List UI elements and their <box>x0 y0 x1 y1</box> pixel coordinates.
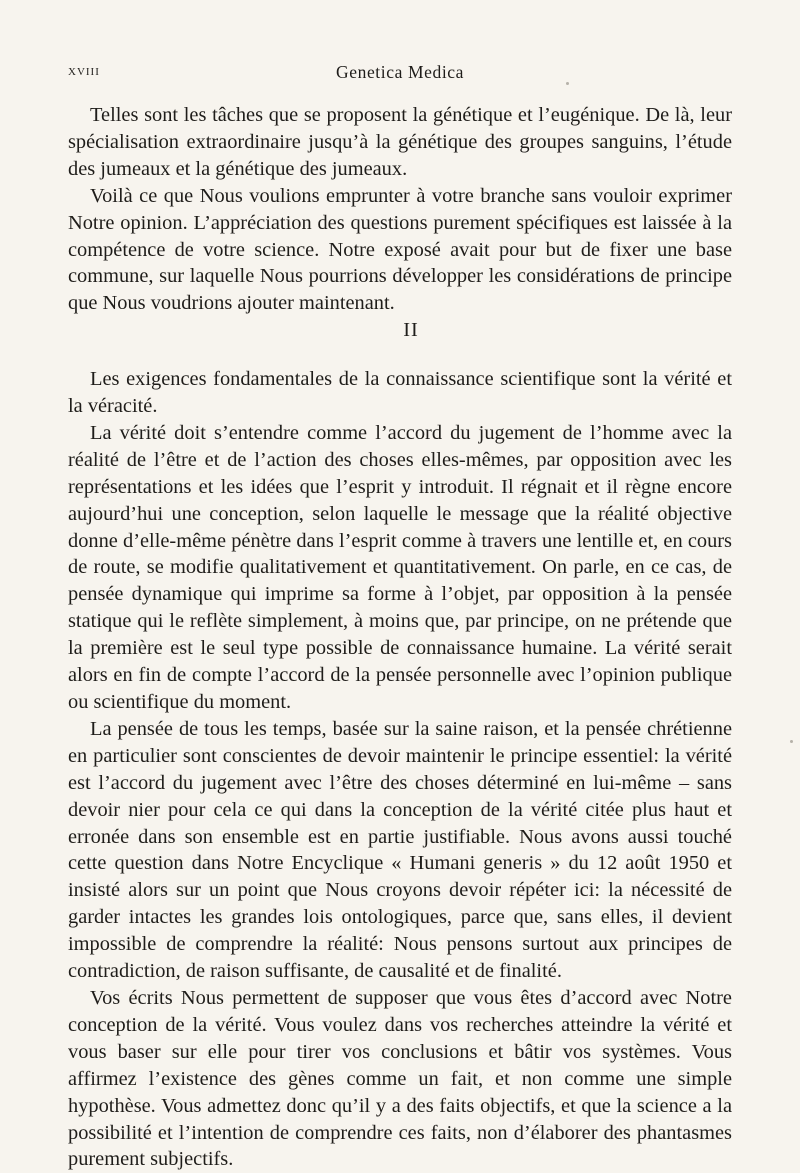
paper-speck <box>566 82 569 85</box>
paragraph: La pensée de tous les temps, basée sur la saine raison, et la pensée chrétienne en particulier sont conscientes de devoir maintenir le principe essentiel: la vérité est l’accord du jugement avec l’être des choses déterminé en lui-même – sans devoir nier pour cela ce qui dans la conception de la vérité citée plus haut et erronée dans son ensemble est en partie justifiable. Nous avons aussi touché cette question dans Notre Encyclique « Humani generis » du 12 août 1950 et insisté alors sur un point que Nous croyons devoir répéter ici: la nécessité de garder intactes les grandes lois ontologiques, parce que, sans elles, il devient impossible de comprendre la réalité: Nous pensons surtout aux principes de contradiction, de raison suffisante, de causalité et de finalité. <box>68 717 732 983</box>
paper-speck <box>790 740 793 743</box>
section-heading: II <box>403 319 419 342</box>
paragraph: Les exigences fondamentales de la connaissance scientifique sont la vérité et la véracité. <box>68 368 732 418</box>
paragraph: Voilà ce que Nous voulions emprunter à votre branche sans vouloir exprimer Notre opinion. L’appréciation des questions purement spécifiques est laissée à la compétence de votre science. Notre exposé avait pour but de fixer une base commune, sur laquelle Nous pourrions développer les considérations de principe que Nous voudrions ajouter maintenant. <box>68 184 732 315</box>
body-text <box>68 102 732 1173</box>
running-header <box>68 62 732 88</box>
paragraph: Telles sont les tâches que se proposent la génétique et l’eugénique. De là, leur spécialisation extraordinaire jusqu’à la génétique des groupes sanguins, l’étude des jumeaux et la génétique des jumeaux. <box>68 104 732 180</box>
running-title: Genetica Medica <box>335 62 465 82</box>
page-number: xviii <box>68 62 100 79</box>
paragraph: La vérité doit s’entendre comme l’accord du jugement de l’homme avec la réalité de l’être et de l’action des choses elles-mêmes, par opposition avec les représentations et les idées que l’esprit y introduit. Il régnait et il règne encore aujourd’hui une conception, selon laquelle le message que la réalité objective donne d’elle-même pénètre dans l’esprit comme à travers une lentille et, en cours de route, se modifie qualitativement et quantitativement. On parle, en ce cas, de pensée dynamique qui imprime sa forme à l’objet, par opposition à la pensée statique qui le reflète simplement, à moins que, par principe, on ne prétende que la première est le seul type possible de connaissance humaine. La vérité serait alors en fin de compte l’accord de la pensée personnelle avec l’opinion publique ou scientifique du moment. <box>68 421 732 714</box>
paragraph: Vos écrits Nous permettent de supposer que vous êtes d’accord avec Notre conception de la vérité. Vous voulez dans vos recherches atteindre la vérité et vous baser sur elle pour tirer vos conclusions et bâtir vos systèmes. Vous affirmez l’existence des gènes comme un fait, et non comme une simple hypothèse. Vous admettez donc qu’il y a des faits objectifs, et que la science a la possibilité et l’intention de comprendre ces faits, non d’élaborer des phantasmes purement subjectifs. <box>68 986 732 1171</box>
